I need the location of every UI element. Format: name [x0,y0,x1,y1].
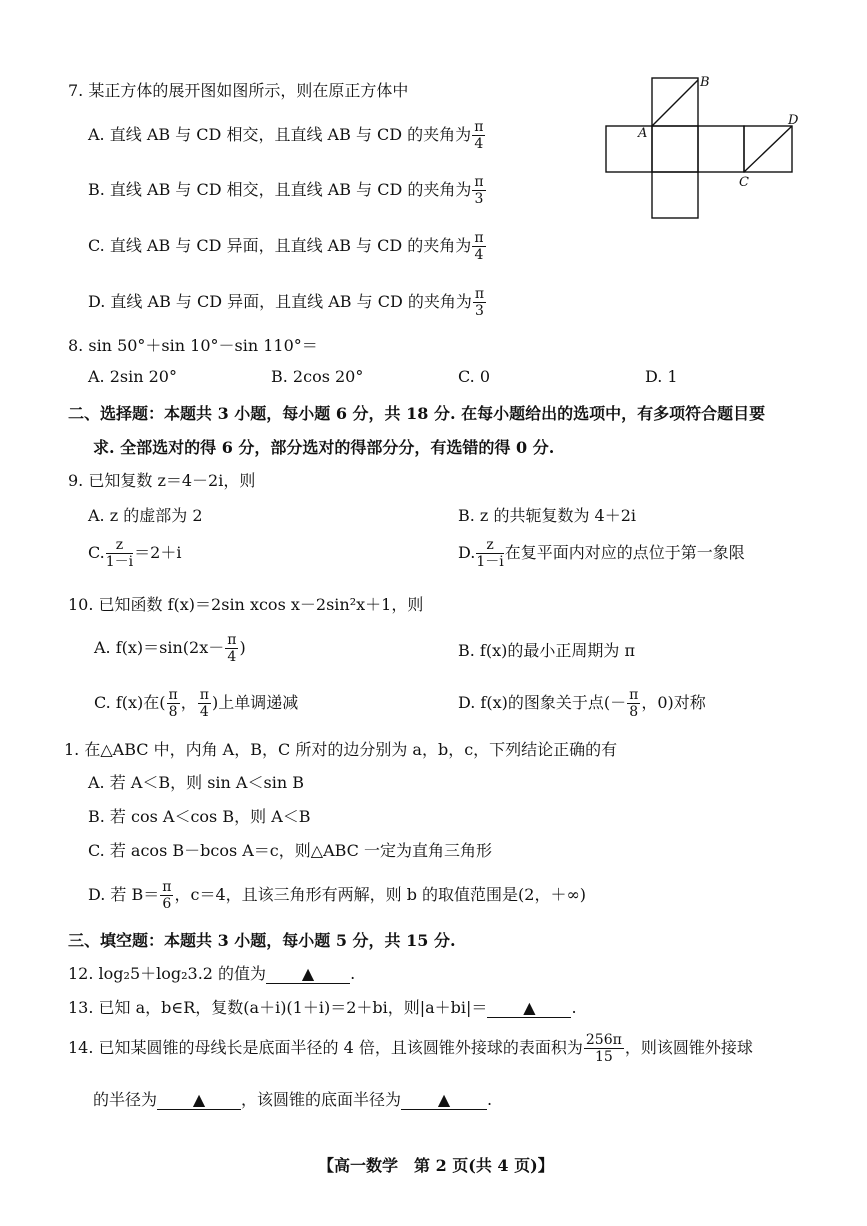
frac-num: π [474,119,484,135]
q7-option-a-frac [472,120,485,151]
frac-num: π [162,879,172,895]
page-footer: 【高一数学 第 2 页(共 4 页)】 [318,1156,554,1175]
q14-line1 [68,1033,753,1064]
q8-option-d: D. 1 [645,367,678,386]
net-face-right [698,126,744,172]
frac-num: π [168,687,178,703]
q9-d-suffix: 在复平面内对应的点位于第一象限 [504,543,745,562]
q11-option-c: C. 若 acos B－bcos A＝c，则△ABC 一定为直角三角形 [88,841,493,860]
net-face-bottom [652,172,698,218]
frac-num: z [476,538,503,554]
frac-den: 4 [474,136,484,152]
q12-text: 12. log₂5＋log₂3.2 的值为 [68,964,267,983]
q10-a-suffix: ) [239,638,246,657]
q7-option-d-frac [473,287,486,318]
frac-den: 3 [474,191,484,207]
label-d: D [788,113,799,128]
frac-den: 15 [594,1049,613,1065]
q7-option-b [88,175,487,206]
frac-den: 4 [227,649,237,665]
q7-option-c-frac [472,231,485,262]
q10-a-frac [225,633,238,664]
net-face-center [652,126,698,172]
q7-stem: 7. 某正方体的展开图如图所示，则在原正方体中 [68,81,409,100]
q7-option-d-text: D. 直线 AB 与 CD 异面，且直线 AB 与 CD 的夹角为 [88,292,472,311]
q13-suffix: . [571,998,577,1017]
q7-option-c-text: C. 直线 AB 与 CD 异面，且直线 AB 与 CD 的夹角为 [88,236,472,255]
q9-d-prefix: D. [458,543,476,562]
q11-d-suffix: ，c＝4，且该三角形有两解，则 b 的取值范围是(2，＋∞) [174,885,587,904]
q12-answer-blank[interactable]: ▲ [266,964,350,984]
frac-num: π [474,230,484,246]
q11-option-b: B. 若 cos A＜cos B，则 A＜B [88,807,311,826]
q9-c-prefix: C. [88,543,105,562]
q10-c-frac1 [167,688,180,719]
q11-option-a: A. 若 A＜B，则 sin A＜sin B [88,773,304,792]
frac-den: 6 [162,896,172,912]
q10-option-d [458,688,706,719]
frac-den: 8 [168,704,178,720]
q7-option-b-frac [472,175,485,206]
q7-option-a-text: A. 直线 AB 与 CD 相交，且直线 AB 与 CD 的夹角为 [88,125,472,144]
q10-d-suffix: ，0)对称 [641,693,706,712]
frac-den: 8 [629,704,639,720]
section3-title: 三、填空题：本题共 3 小题，每小题 5 分，共 15 分. [68,931,456,950]
section2-line1: 二、选择题：本题共 3 小题，每小题 6 分，共 18 分. 在每小题给出的选项中，有多项符合题目要 [68,404,766,423]
q7-option-a [88,120,486,151]
frac-den: 4 [199,704,209,720]
q7-option-d [88,287,487,318]
q14-answer-blank-2[interactable]: ▲ [401,1090,487,1110]
q10-d-prefix: D. f(x)的图象关于点(－ [458,693,627,712]
q10-option-a [94,633,246,664]
q9-stem: 9. 已知复数 z＝4－2i，则 [68,471,256,490]
q13-text: 13. 已知 a，b∈R，复数(a＋i)(1＋i)＝2＋bi，则|a＋bi|＝ [68,998,488,1017]
segment-ab [652,80,698,126]
q11-d-frac [160,880,173,911]
q9-option-d [458,538,745,569]
frac-den: 1－i [476,554,504,570]
frac-num: π [474,286,485,302]
q12-suffix: . [350,964,356,983]
q13-answer-blank[interactable]: ▲ [487,998,571,1018]
q14-line2-prefix: 的半径为 [93,1090,158,1109]
q7-option-b-text: B. 直线 AB 与 CD 相交，且直线 AB 与 CD 的夹角为 [88,180,472,199]
q14-frac [584,1033,624,1064]
q9-d-frac [476,538,503,569]
q12 [68,961,355,984]
frac-den: 1－i [105,554,134,570]
cube-net-diagram [598,72,808,224]
q14-line2 [93,1087,492,1110]
q7-option-c [88,231,487,262]
frac-num: π [227,632,237,648]
q14-line2-suffix: . [487,1090,493,1109]
q10-option-c [94,688,298,719]
q14-text: 14. 已知某圆锥的母线长是底面半径的 4 倍，且该圆锥外接球的表面积为 [68,1038,583,1057]
q8-option-c: C. 0 [458,367,491,386]
label-c: C [739,175,749,190]
q11-option-d [88,880,586,911]
frac-den: 4 [474,247,484,263]
frac-num: π [629,687,639,703]
frac-num: 256π [585,1032,622,1048]
q10-d-frac [627,688,640,719]
q10-c-prefix: C. f(x)在( [94,693,166,712]
q13 [68,995,577,1018]
q10-c-comma: ， [180,693,197,712]
q8-option-a: A. 2sin 20° [88,367,177,386]
q14-line2-mid: ，该圆锥的底面半径为 [241,1090,402,1109]
frac-num: z [106,538,133,554]
segment-cd [744,126,792,172]
q9-option-c [88,538,181,569]
q11-d-prefix: D. 若 B＝ [88,885,160,904]
label-b: B [700,75,710,90]
label-a: A [638,126,648,141]
q10-c-frac2 [198,688,211,719]
frac-num: π [474,174,484,190]
q11-stem: 1. 在△ABC 中，内角 A，B，C 所对的边分别为 a，b，c，下列结论正确的有 [64,740,618,759]
section2-line2: 求. 全部选对的得 6 分，部分选对的得部分分，有选错的得 0 分. [93,438,555,457]
q8-stem: 8. sin 50°＋sin 10°－sin 110°＝ [68,336,318,355]
frac-num: π [199,687,209,703]
q10-option-b: B. f(x)的最小正周期为 π [458,641,635,660]
q10-stem: 10. 已知函数 f(x)＝2sin xcos x－2sin²x＋1，则 [68,595,424,614]
q9-option-a: A. z 的虚部为 2 [88,506,203,525]
q10-a-prefix: A. f(x)＝sin(2x－ [94,638,225,657]
q14-text-suffix: ，则该圆锥外接球 [624,1038,753,1057]
q9-option-b: B. z 的共轭复数为 4＋2i [458,506,637,525]
q9-c-frac [106,538,133,569]
q10-c-suffix: )上单调递减 [211,693,299,712]
q8-option-b: B. 2cos 20° [271,367,364,386]
frac-den: 3 [475,303,484,319]
q9-c-suffix: ＝2＋i [134,543,182,562]
q14-answer-blank-1[interactable]: ▲ [157,1090,241,1110]
